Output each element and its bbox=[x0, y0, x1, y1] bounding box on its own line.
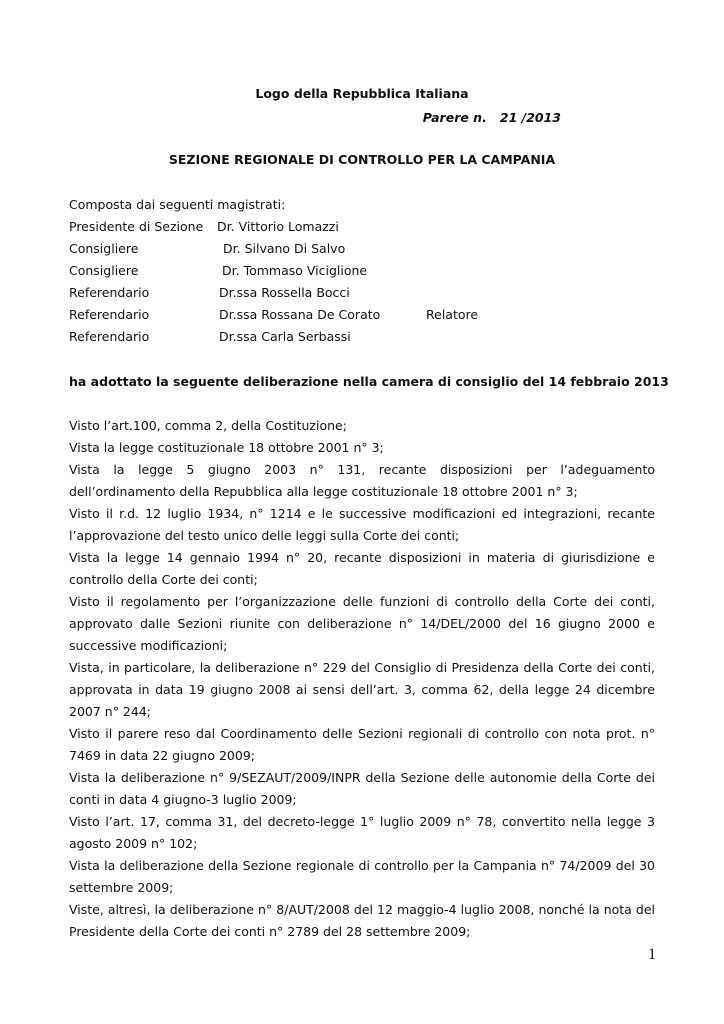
member-role: Referendario bbox=[69, 285, 150, 300]
premise-paragraph: Visto il regolamento per l’organizzazione delle funzioni di controllo della Corte dei conti, approvato dalle Sezioni riunite con deliberazione n° 14/DEL/2000 del 16 giugno 2000 e successive modificazioni; bbox=[69, 594, 655, 653]
premise-paragraph: Vista la deliberazione della Sezione regionale di controllo per la Campania n° 74/2009 del 30 settembre 2009; bbox=[69, 858, 655, 895]
premise-paragraph: Visto il r.d. 12 luglio 1934, n° 1214 e le successive modificazioni ed integrazioni, recante l’approvazione del testo unico delle leggi sulla Corte dei conti; bbox=[69, 506, 655, 543]
premise-paragraph: Visto l’art. 17, comma 31, del decreto-legge 1° luglio 2009 n° 78, convertito nella legge 3 agosto 2009 n° 102; bbox=[69, 814, 655, 851]
premise-paragraph: Visto il parere reso dal Coordinamento delle Sezioni regionali di controllo con nota prot. n° 7469 in data 22 giugno 2009; bbox=[69, 726, 655, 763]
member-note: Relatore bbox=[426, 307, 479, 322]
section-title: SEZIONE REGIONALE DI CONTROLLO PER LA CAMPANIA bbox=[168, 152, 556, 167]
member-name: Dr.ssa Rossella Bocci bbox=[219, 285, 350, 300]
premise-paragraph: Vista la legge 5 giugno 2003 n° 131, recante disposizioni per l’adeguamento dell’ordinamento della Repubblica alla legge costituzionale 18 ottobre 2001 n° 3; bbox=[69, 462, 655, 499]
member-name: Dr. Tommaso Viciglione bbox=[222, 263, 368, 278]
member-name: Dr. Vittorio Lomazzi bbox=[217, 219, 339, 234]
member-row bbox=[69, 307, 629, 325]
member-name: Dr.ssa Rossana De Corato bbox=[219, 307, 381, 322]
member-row bbox=[69, 263, 629, 281]
composition-intro: Composta dai seguenti magistrati: bbox=[69, 197, 286, 212]
premise-paragraph: Vista la legge 14 gennaio 1994 n° 20, recante disposizioni in materia di giurisdizione e controllo della Corte dei conti; bbox=[69, 550, 655, 587]
member-name: Dr. Silvano Di Salvo bbox=[223, 241, 346, 256]
premise-paragraph: Viste, altresì, la deliberazione n° 8/AUT/2008 del 12 maggio-4 luglio 2008, nonché la nota del Presidente della Corte dei conti n° 2789 del 28 settembre 2009; bbox=[69, 902, 655, 939]
member-role: Presidente di Sezione bbox=[69, 219, 204, 234]
premise-paragraph: Vista, in particolare, la deliberazione n° 229 del Consiglio di Presidenza della Corte dei conti, approvata in data 19 giugno 2008 ai sensi dell’art. 3, comma 62, della legge 24 dicembre 2007 n° 244; bbox=[69, 660, 655, 719]
premises-text bbox=[69, 415, 655, 943]
page-number: 1 bbox=[648, 946, 656, 963]
member-role: Consigliere bbox=[69, 241, 139, 256]
parere-number: Parere n. 21 /2013 bbox=[422, 110, 561, 125]
logo-caption: Logo della Repubblica Italiana bbox=[255, 86, 469, 101]
member-name: Dr.ssa Carla Serbassi bbox=[219, 329, 351, 344]
member-role: Referendario bbox=[69, 329, 150, 344]
member-row bbox=[69, 241, 629, 259]
member-role: Consigliere bbox=[69, 263, 139, 278]
premise-paragraph: Vista la legge costituzionale 18 ottobre 2001 n° 3; bbox=[69, 440, 384, 455]
premise-paragraph: Vista la deliberazione n° 9/SEZAUT/2009/INPR della Sezione delle autonomie della Corte dei conti in data 4 giugno-3 luglio 2009; bbox=[69, 770, 655, 807]
member-row bbox=[69, 329, 629, 347]
member-row bbox=[69, 285, 629, 303]
member-role: Referendario bbox=[69, 307, 150, 322]
deliberation-intro: ha adottato la seguente deliberazione nella camera di consiglio del 14 febbraio 2013 bbox=[69, 374, 669, 389]
premise-paragraph: Visto l’art.100, comma 2, della Costituzione; bbox=[69, 418, 347, 433]
member-row bbox=[69, 219, 629, 237]
